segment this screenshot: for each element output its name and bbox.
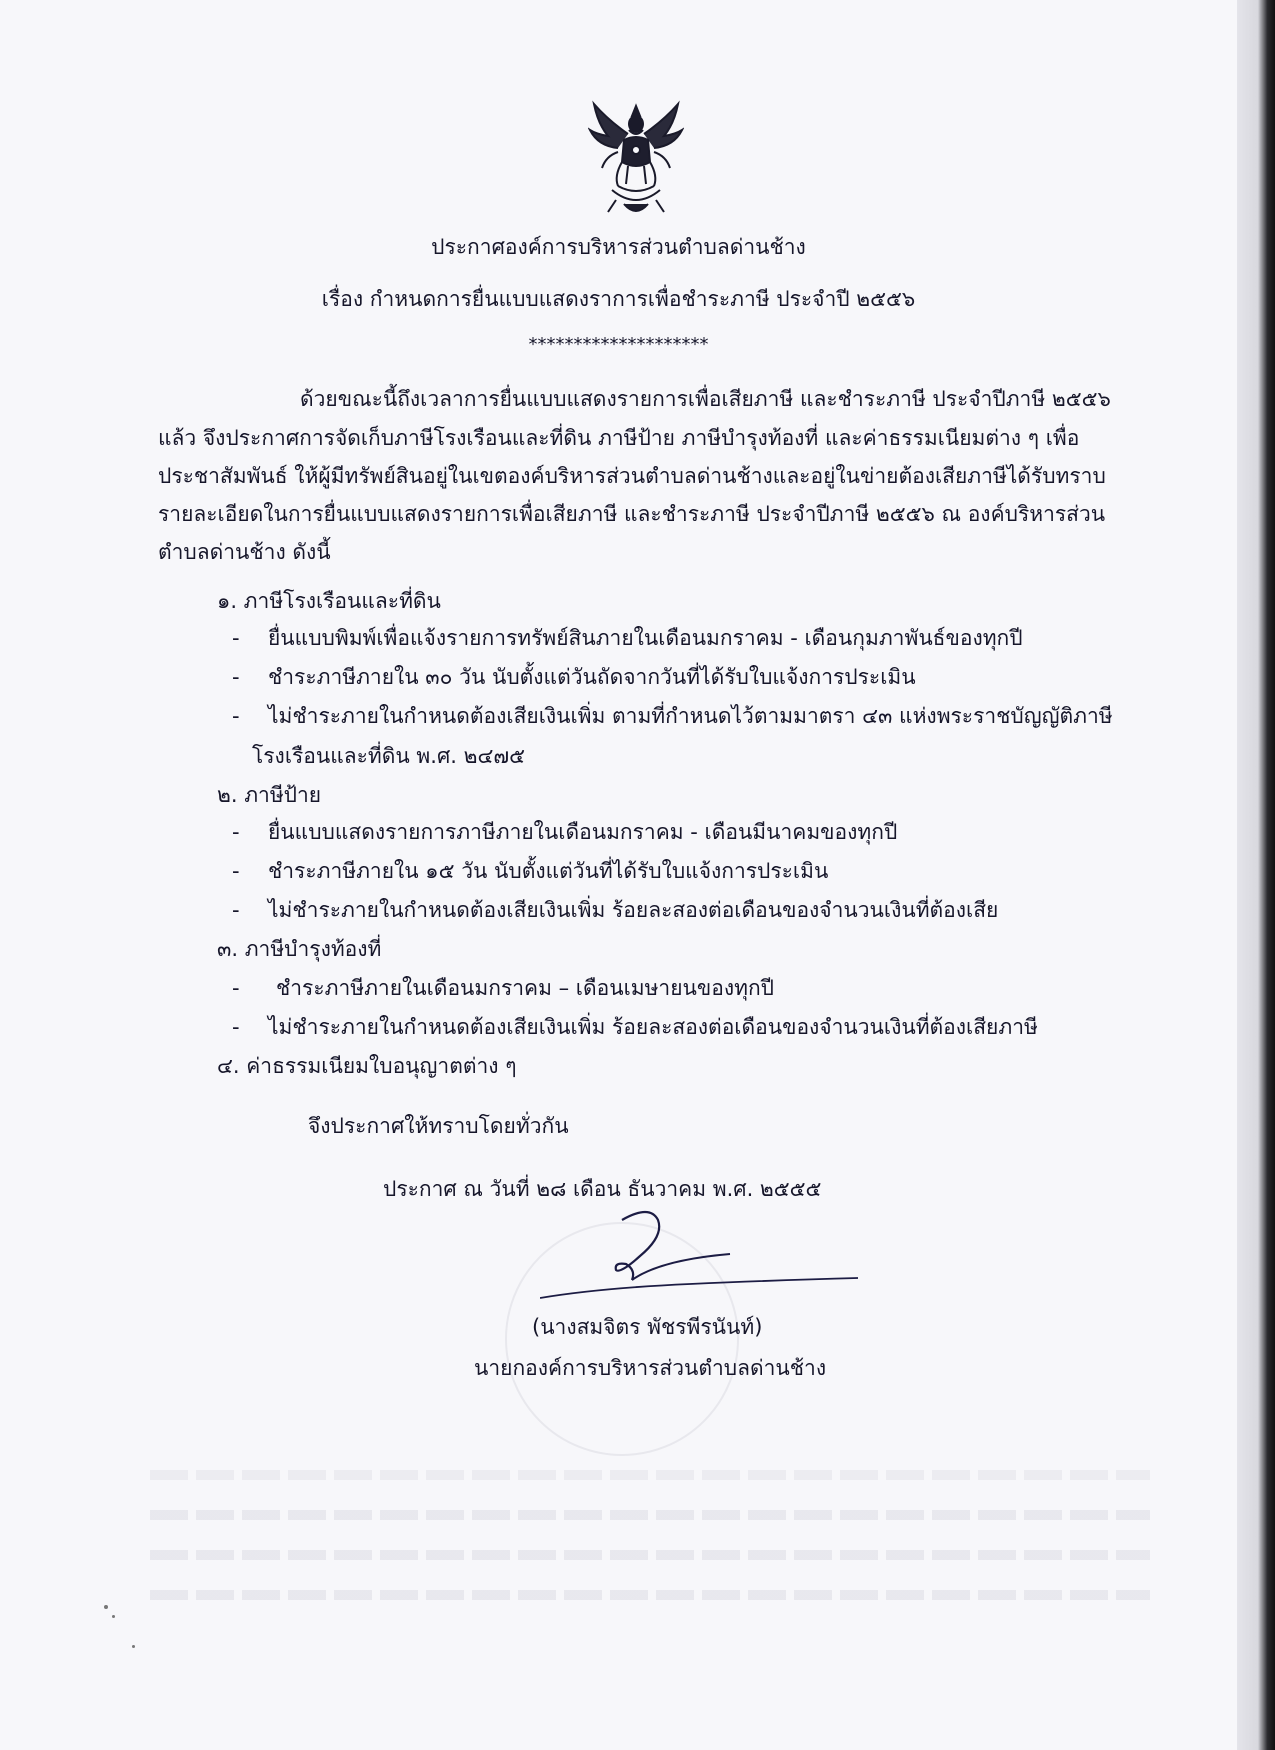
announcement-date: ประกาศ ณ วันที่ ๒๘ เดือน ธันวาคม พ.ศ. ๒๕๕๕ (383, 1177, 822, 1201)
bullet-dash: - (232, 898, 240, 922)
document-subject: เรื่อง กำหนดการยื่นแบบแสดงราการเพื่อชำระภาษี ประจำปี ๒๕๕๖ (321, 287, 916, 311)
section-1-item-3: ไม่ชำระภายในกำหนดต้องเสียเงินเพิ่ม ตามที่กำหนดไว้ตามมาตรา ๔๓ แห่งพระราชบัญญัติภาษี (268, 704, 1113, 728)
handwritten-signature (540, 1200, 870, 1310)
section-1-item-1: ยื่นแบบพิมพ์เพื่อแจ้งรายการทรัพย์สินภายในเดือนมกราคม - เดือนกุมภาพันธ์ของทุกปี (268, 626, 1023, 650)
intro-line-5: ตำบลด่านช้าง ดังนี้ (158, 540, 331, 564)
intro-line-3: ประชาสัมพันธ์ ให้ผู้มีทรัพย์สินอยู่ในเขตองค์บริหารส่วนตำบลด่านช้างและอยู่ในข่ายต้องเสียภาษีได้รับทราบ (158, 464, 1106, 488)
bleed-through-texture (150, 1510, 1150, 1520)
scanner-edge-shadow (1237, 0, 1275, 1750)
bleed-through-texture (150, 1590, 1150, 1600)
section-2-heading: ๒. ภาษีป้าย (217, 783, 322, 807)
section-1-item-3-continued: โรงเรือนและที่ดิน พ.ศ. ๒๔๗๕ (252, 744, 526, 768)
closing-announcement: จึงประกาศให้ทราบโดยทั่วกัน (308, 1114, 569, 1138)
paper-speck (112, 1615, 115, 1618)
bullet-dash: - (232, 665, 240, 689)
bullet-dash: - (232, 859, 240, 883)
section-4-heading: ๔. ค่าธรรมเนียมใบอนุญาตต่าง ๆ (217, 1054, 517, 1078)
bullet-dash: - (232, 704, 240, 728)
garuda-emblem-icon (588, 100, 684, 220)
paper-speck (104, 1605, 108, 1609)
section-3-item-2: ไม่ชำระภายในกำหนดต้องเสียเงินเพิ่ม ร้อยละสองต่อเดือนของจำนวนเงินที่ต้องเสียภาษี (268, 1015, 1038, 1039)
bullet-dash: - (232, 976, 240, 1000)
document-title: ประกาศองค์การบริหารส่วนตำบลด่านช้าง (431, 235, 806, 259)
bullet-dash: - (232, 820, 240, 844)
signatory-name: (นางสมจิตร พัชรพีรนันท์) (532, 1315, 763, 1339)
section-1-item-2: ชำระภาษีภายใน ๓๐ วัน นับตั้งแต่วันถัดจากวันที่ได้รับใบแจ้งการประเมิน (268, 665, 916, 689)
bleed-through-texture (150, 1470, 1150, 1480)
bleed-through-texture (150, 1550, 1150, 1560)
intro-line-2: แล้ว จึงประกาศการจัดเก็บภาษีโรงเรือนและที่ดิน ภาษีป้าย ภาษีบำรุงท้องที่ และค่าธรรมเนียมต่าง ๆ เพื่อ (158, 426, 1080, 450)
section-1-heading: ๑. ภาษีโรงเรือนและที่ดิน (217, 589, 441, 613)
bullet-dash: - (232, 1015, 240, 1039)
intro-line-1: ด้วยขณะนี้ถึงเวลาการยื่นแบบแสดงรายการเพื่อเสียภาษี และชำระภาษี ประจำปีภาษี ๒๕๕๖ (300, 387, 1111, 411)
section-2-item-2: ชำระภาษีภายใน ๑๕ วัน นับตั้งแต่วันที่ได้รับใบแจ้งการประเมิน (268, 859, 829, 883)
bullet-dash: - (232, 626, 240, 650)
section-3-item-1: ชำระภาษีภายในเดือนมกราคม – เดือนเมษายนของทุกปี (276, 976, 774, 1000)
separator-stars: ******************** (528, 334, 709, 355)
intro-line-4: รายละเอียดในการยื่นแบบแสดงรายการเพื่อเสียภาษี และชำระภาษี ประจำปีภาษี ๒๕๕๖ ณ องค์บริหารส่วน (158, 502, 1106, 526)
paper-speck (132, 1645, 135, 1648)
section-3-heading: ๓. ภาษีบำรุงท้องที่ (217, 937, 382, 961)
section-2-item-1: ยื่นแบบแสดงรายการภาษีภายในเดือนมกราคม - เดือนมีนาคมของทุกปี (268, 820, 898, 844)
section-2-item-3: ไม่ชำระภายในกำหนดต้องเสียเงินเพิ่ม ร้อยละสองต่อเดือนของจำนวนเงินที่ต้องเสีย (268, 898, 999, 922)
signatory-position: นายกองค์การบริหารส่วนตำบลด่านช้าง (474, 1356, 827, 1380)
